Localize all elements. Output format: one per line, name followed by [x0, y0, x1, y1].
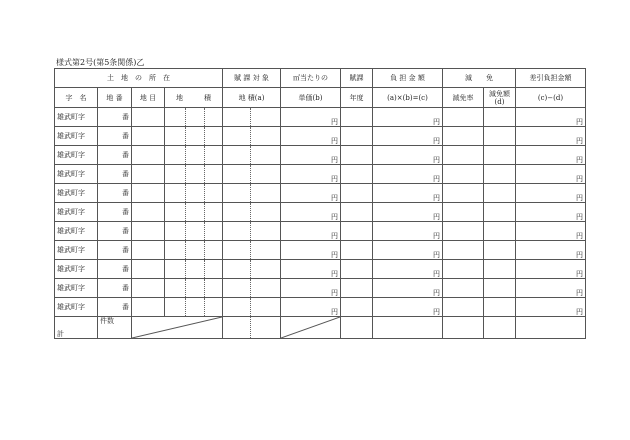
row-burden[interactable]: 円 [373, 222, 443, 241]
row-tax-area[interactable] [223, 298, 281, 317]
row-tax-year[interactable] [341, 279, 373, 298]
row-aza[interactable]: 雄武町字 [55, 260, 98, 279]
row-net-burden[interactable]: 円 [516, 165, 586, 184]
row-net-burden[interactable]: 円 [516, 108, 586, 127]
row-burden[interactable]: 円 [373, 241, 443, 260]
row-chiseki[interactable] [165, 298, 223, 317]
form-title: 様式第2号(第5条関係)乙 [56, 58, 145, 67]
row-reduction-rate[interactable] [443, 146, 484, 165]
row-burden[interactable]: 円 [373, 279, 443, 298]
row-tax-area[interactable] [223, 127, 281, 146]
row-chimoku[interactable] [132, 146, 165, 165]
totals-row [55, 317, 586, 339]
row-net-burden[interactable]: 円 [516, 260, 586, 279]
row-tax-year[interactable] [341, 127, 373, 146]
totals-diagonal-2 [281, 317, 341, 339]
row-reduction-rate[interactable] [443, 222, 484, 241]
header-reduction-amount-line2: (d) [494, 97, 505, 106]
totals-net-burden-cell[interactable] [516, 317, 586, 339]
row-chimoku[interactable] [132, 298, 165, 317]
row-unit-price[interactable]: 円 [281, 127, 341, 146]
row-reduction-rate[interactable] [443, 165, 484, 184]
row-unit-price[interactable]: 円 [281, 146, 341, 165]
row-chiban[interactable]: 番 [98, 127, 132, 146]
header-aza: 字 名 [55, 88, 98, 108]
row-chiban[interactable]: 番 [98, 203, 132, 222]
header-reduction-rate: 減免率 [443, 88, 484, 108]
header-unit-price: ㎡当たりの [281, 69, 341, 88]
row-chimoku[interactable] [132, 279, 165, 298]
header-row-2 [55, 88, 586, 108]
row-tax-area[interactable] [223, 184, 281, 203]
row-aza[interactable]: 雄武町字 [55, 146, 98, 165]
totals-tax-area-cell[interactable] [223, 317, 281, 339]
row-aza[interactable]: 雄武町字 [55, 203, 98, 222]
row-chiseki[interactable] [165, 108, 223, 127]
table-row [55, 203, 586, 222]
row-reduction-rate[interactable] [443, 260, 484, 279]
row-tax-year[interactable] [341, 165, 373, 184]
header-net-burden-2: (c)−(d) [516, 88, 586, 108]
table-row [55, 241, 586, 260]
header-burden-2: (a)×(b)=(c) [373, 88, 443, 108]
row-reduction-rate[interactable] [443, 241, 484, 260]
row-chiseki[interactable] [165, 184, 223, 203]
row-tax-area[interactable] [223, 165, 281, 184]
row-reduction-amount[interactable] [484, 127, 516, 146]
row-tax-year[interactable] [341, 298, 373, 317]
row-tax-area[interactable] [223, 279, 281, 298]
row-tax-area[interactable] [223, 222, 281, 241]
row-burden[interactable]: 円 [373, 108, 443, 127]
totals-count-label: 件数 [98, 317, 132, 339]
row-tax-area[interactable] [223, 203, 281, 222]
row-unit-price[interactable]: 円 [281, 184, 341, 203]
row-reduction-amount[interactable] [484, 146, 516, 165]
row-tax-year[interactable] [341, 146, 373, 165]
row-chiban[interactable]: 番 [98, 108, 132, 127]
row-net-burden[interactable]: 円 [516, 127, 586, 146]
row-burden[interactable]: 円 [373, 260, 443, 279]
totals-label: 計 [55, 317, 98, 339]
table-row [55, 222, 586, 241]
row-reduction-rate[interactable] [443, 203, 484, 222]
row-chimoku[interactable] [132, 203, 165, 222]
table-row [55, 127, 586, 146]
row-tax-year[interactable] [341, 222, 373, 241]
row-aza[interactable]: 雄武町字 [55, 241, 98, 260]
row-chiseki[interactable] [165, 260, 223, 279]
row-chiseki[interactable] [165, 222, 223, 241]
header-burden: 負 担 金 額 [373, 69, 443, 88]
row-chiban[interactable]: 番 [98, 146, 132, 165]
header-reduction-amount [484, 88, 516, 108]
row-chiseki[interactable] [165, 241, 223, 260]
row-burden[interactable]: 円 [373, 146, 443, 165]
row-chiban[interactable]: 番 [98, 165, 132, 184]
row-tax-area[interactable] [223, 146, 281, 165]
header-net-burden: 差引負担金額 [516, 69, 586, 88]
row-reduction-rate[interactable] [443, 127, 484, 146]
row-aza[interactable]: 雄武町字 [55, 108, 98, 127]
row-tax-year[interactable] [341, 241, 373, 260]
row-reduction-amount[interactable] [484, 298, 516, 317]
row-aza[interactable]: 雄武町字 [55, 127, 98, 146]
row-chimoku[interactable] [132, 127, 165, 146]
row-chiban[interactable]: 番 [98, 241, 132, 260]
row-tax-area[interactable] [223, 241, 281, 260]
row-aza[interactable]: 雄武町字 [55, 165, 98, 184]
header-chimoku: 地 目 [132, 88, 165, 108]
row-chiban[interactable]: 番 [98, 184, 132, 203]
row-reduction-amount[interactable] [484, 184, 516, 203]
row-tax-year[interactable] [341, 184, 373, 203]
table-row [55, 279, 586, 298]
row-net-burden[interactable]: 円 [516, 279, 586, 298]
header-reduction-amount-line1: 減免額 [489, 89, 510, 98]
header-tax-year: 賦課 [341, 69, 373, 88]
row-unit-price[interactable]: 円 [281, 222, 341, 241]
row-net-burden[interactable]: 円 [516, 146, 586, 165]
row-unit-price[interactable]: 円 [281, 108, 341, 127]
row-aza[interactable]: 雄武町字 [55, 222, 98, 241]
header-unit-price-2: 単価(b) [281, 88, 341, 108]
row-aza[interactable]: 雄武町字 [55, 279, 98, 298]
row-burden[interactable]: 円 [373, 184, 443, 203]
table-row [55, 165, 586, 184]
row-chiseki[interactable] [165, 146, 223, 165]
row-reduction-amount[interactable] [484, 108, 516, 127]
row-reduction-amount[interactable] [484, 222, 516, 241]
row-burden[interactable]: 円 [373, 165, 443, 184]
table-row [55, 146, 586, 165]
row-unit-price[interactable]: 円 [281, 279, 341, 298]
totals-reduction-rate-cell[interactable] [443, 317, 484, 339]
totals-burden-cell[interactable] [373, 317, 443, 339]
header-tax-year-2: 年度 [341, 88, 373, 108]
table-row [55, 298, 586, 317]
row-chiseki[interactable] [165, 127, 223, 146]
row-chimoku[interactable] [132, 165, 165, 184]
header-reduction: 減 免 [443, 69, 516, 88]
row-reduction-amount[interactable] [484, 165, 516, 184]
row-unit-price[interactable]: 円 [281, 203, 341, 222]
row-chiban[interactable]: 番 [98, 279, 132, 298]
row-unit-price[interactable]: 円 [281, 241, 341, 260]
row-chiban[interactable]: 番 [98, 298, 132, 317]
row-burden[interactable]: 円 [373, 203, 443, 222]
row-reduction-rate[interactable] [443, 184, 484, 203]
row-chiseki[interactable] [165, 279, 223, 298]
row-tax-year[interactable] [341, 108, 373, 127]
row-reduction-amount[interactable] [484, 241, 516, 260]
row-net-burden[interactable]: 円 [516, 298, 586, 317]
row-unit-price[interactable]: 円 [281, 260, 341, 279]
table-row [55, 108, 586, 127]
table-row [55, 260, 586, 279]
totals-reduction-amount-cell[interactable] [484, 317, 516, 339]
row-tax-area[interactable] [223, 260, 281, 279]
data-rows [55, 108, 586, 317]
header-location: 土 地 の 所 在 [55, 69, 223, 88]
row-net-burden[interactable]: 円 [516, 241, 586, 260]
header-chiban: 地 番 [98, 88, 132, 108]
row-chiban[interactable]: 番 [98, 222, 132, 241]
row-reduction-rate[interactable] [443, 108, 484, 127]
header-tax-area-2: 地 積(a) [223, 88, 281, 108]
row-chimoku[interactable] [132, 184, 165, 203]
header-row-1 [55, 69, 586, 88]
row-reduction-amount[interactable] [484, 260, 516, 279]
row-chimoku[interactable] [132, 108, 165, 127]
totals-diagonal-1 [132, 317, 223, 339]
row-aza[interactable]: 雄武町字 [55, 298, 98, 317]
header-chiseki: 地 積 [165, 88, 223, 108]
row-reduction-amount[interactable] [484, 279, 516, 298]
row-reduction-amount[interactable] [484, 203, 516, 222]
row-chimoku[interactable] [132, 260, 165, 279]
row-reduction-rate[interactable] [443, 298, 484, 317]
row-chimoku[interactable] [132, 222, 165, 241]
row-chiseki[interactable] [165, 203, 223, 222]
row-tax-area[interactable] [223, 108, 281, 127]
row-burden[interactable]: 円 [373, 298, 443, 317]
row-chimoku[interactable] [132, 241, 165, 260]
row-reduction-rate[interactable] [443, 279, 484, 298]
row-tax-year[interactable] [341, 203, 373, 222]
row-net-burden[interactable]: 円 [516, 184, 586, 203]
row-net-burden[interactable]: 円 [516, 203, 586, 222]
header-tax-area: 賦 課 対 象 [223, 69, 281, 88]
row-tax-year[interactable] [341, 260, 373, 279]
row-net-burden[interactable]: 円 [516, 222, 586, 241]
row-chiban[interactable]: 番 [98, 260, 132, 279]
totals-tax-year-cell[interactable] [341, 317, 373, 339]
row-unit-price[interactable]: 円 [281, 298, 341, 317]
row-chiseki[interactable] [165, 165, 223, 184]
row-aza[interactable]: 雄武町字 [55, 184, 98, 203]
burden-table [54, 68, 586, 339]
table-row [55, 184, 586, 203]
row-unit-price[interactable]: 円 [281, 165, 341, 184]
row-burden[interactable]: 円 [373, 127, 443, 146]
